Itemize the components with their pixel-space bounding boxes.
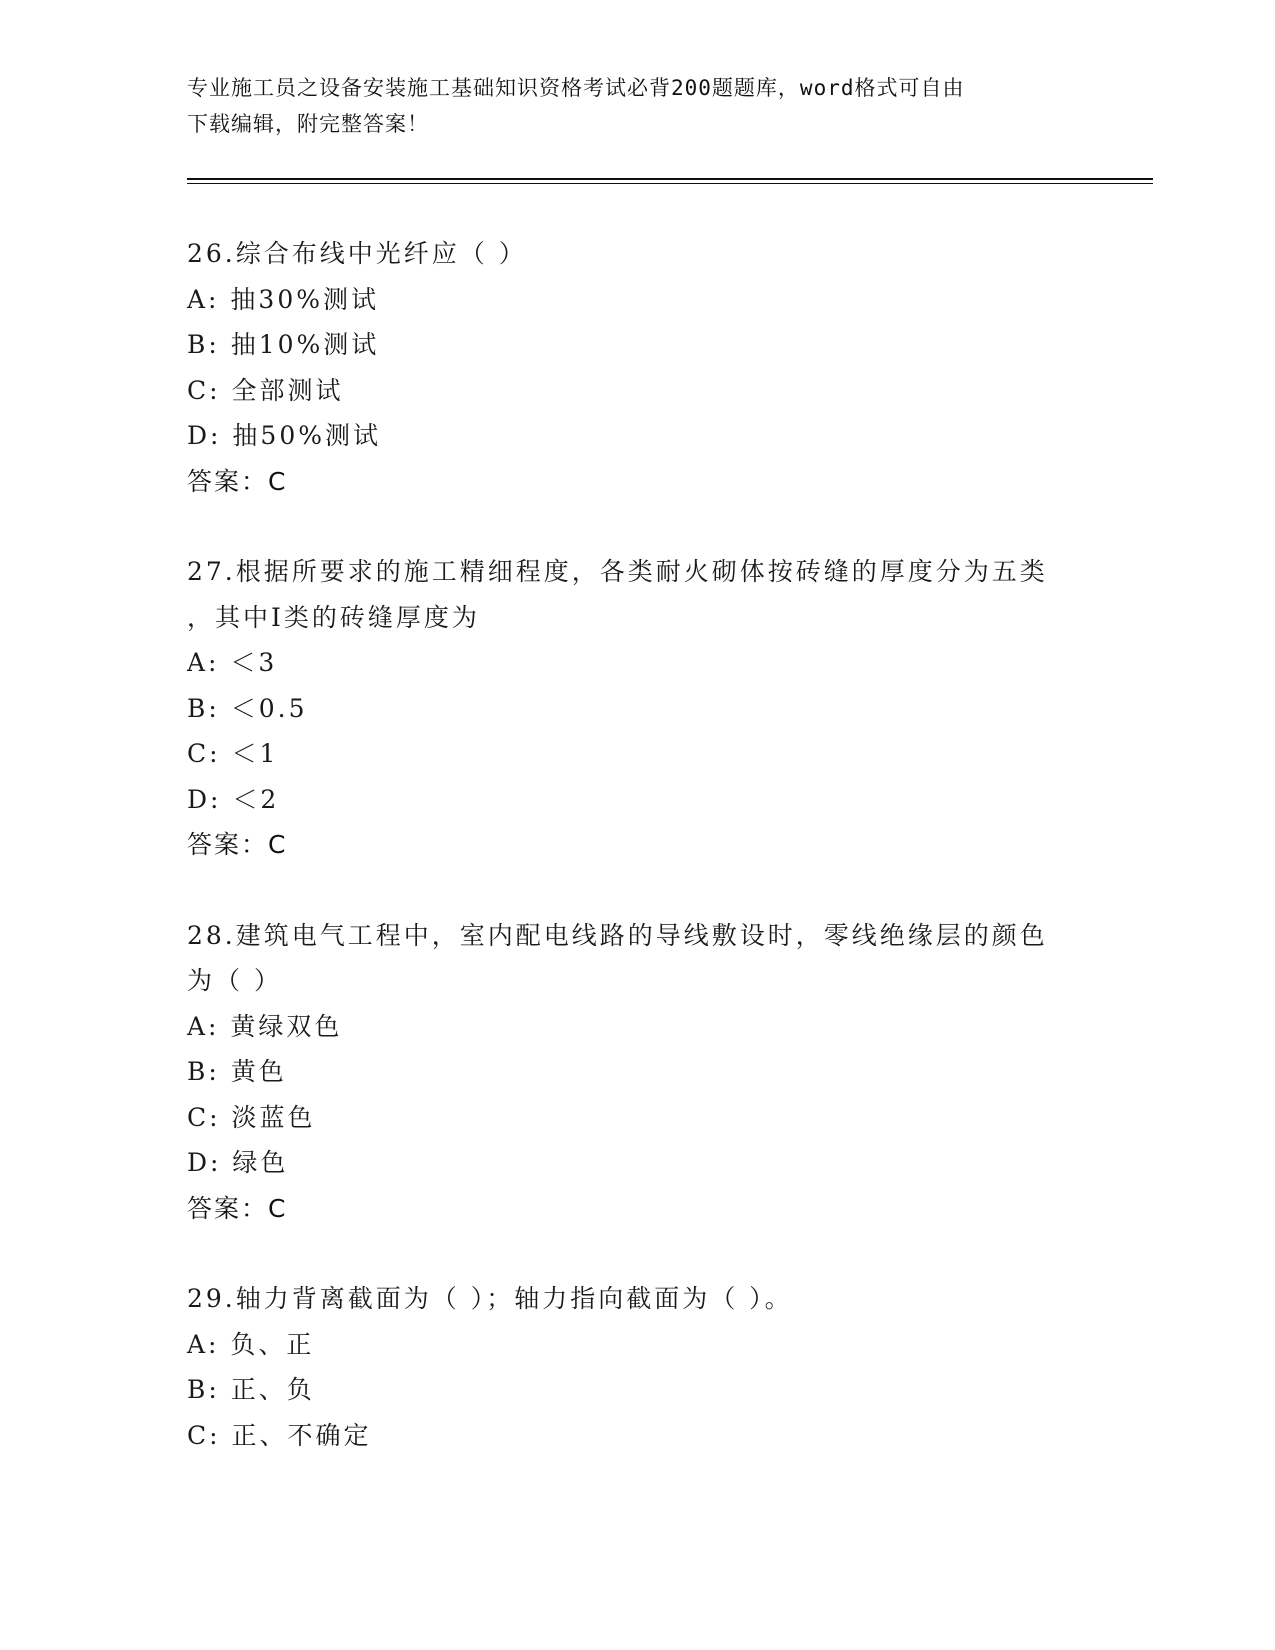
question-26 (187, 231, 1087, 504)
option-d: D: 绿色 (187, 1148, 289, 1177)
header-divider-top (187, 178, 1153, 180)
answer-label: 答案：C (187, 466, 288, 496)
option-b: B: 正、负 (187, 1375, 315, 1404)
option-a: A: ＜3 (187, 648, 278, 677)
question-stem: 27.根据所要求的施工精细程度，各类耐火砌体按砖缝的厚度分为五类 (187, 557, 1048, 586)
question-27 (187, 549, 1087, 868)
question-stem-continued: ，其中I类的砖缝厚度为 (187, 602, 480, 632)
question-list (187, 231, 1087, 1503)
question-stem: 28.建筑电气工程中，室内配电线路的导线敷设时，零线绝缘层的颜色 (187, 920, 1048, 950)
question-stem-continued: 为（ ） (187, 966, 282, 995)
option-a: A: 黄绿双色 (187, 1011, 343, 1041)
option-a: A: 负、正 (187, 1329, 315, 1359)
header-line-1: 专业施工员之设备安装施工基础知识资格考试必背200题题库，word格式可自由 (187, 76, 965, 100)
option-b: B: ＜0.5 (187, 693, 308, 723)
question-28 (187, 913, 1087, 1232)
option-a: A: 抽30%测试 (187, 284, 379, 314)
option-c: C: 淡蓝色 (187, 1102, 316, 1132)
option-b: B: 黄色 (187, 1057, 287, 1086)
option-c: C: ＜1 (187, 739, 279, 768)
option-c: C: 全部测试 (187, 375, 344, 405)
document-header (187, 70, 1067, 142)
question-stem: 26.综合布线中光纤应（ ） (187, 239, 527, 268)
question-29 (187, 1276, 1087, 1458)
answer-label: 答案：C (187, 1193, 288, 1223)
header-line-2: 下载编辑，附完整答案！ (187, 112, 429, 136)
header-divider-bottom (187, 183, 1153, 184)
answer-label: 答案：C (187, 830, 288, 859)
question-stem: 29.轴力背离截面为（ ）；轴力指向截面为（ ）。 (187, 1284, 793, 1313)
option-b: B: 抽10%测试 (187, 330, 380, 359)
option-d: D: 抽50%测试 (187, 421, 381, 450)
option-d: D: ＜2 (187, 784, 280, 814)
option-c: C: 正、不确定 (187, 1420, 372, 1450)
